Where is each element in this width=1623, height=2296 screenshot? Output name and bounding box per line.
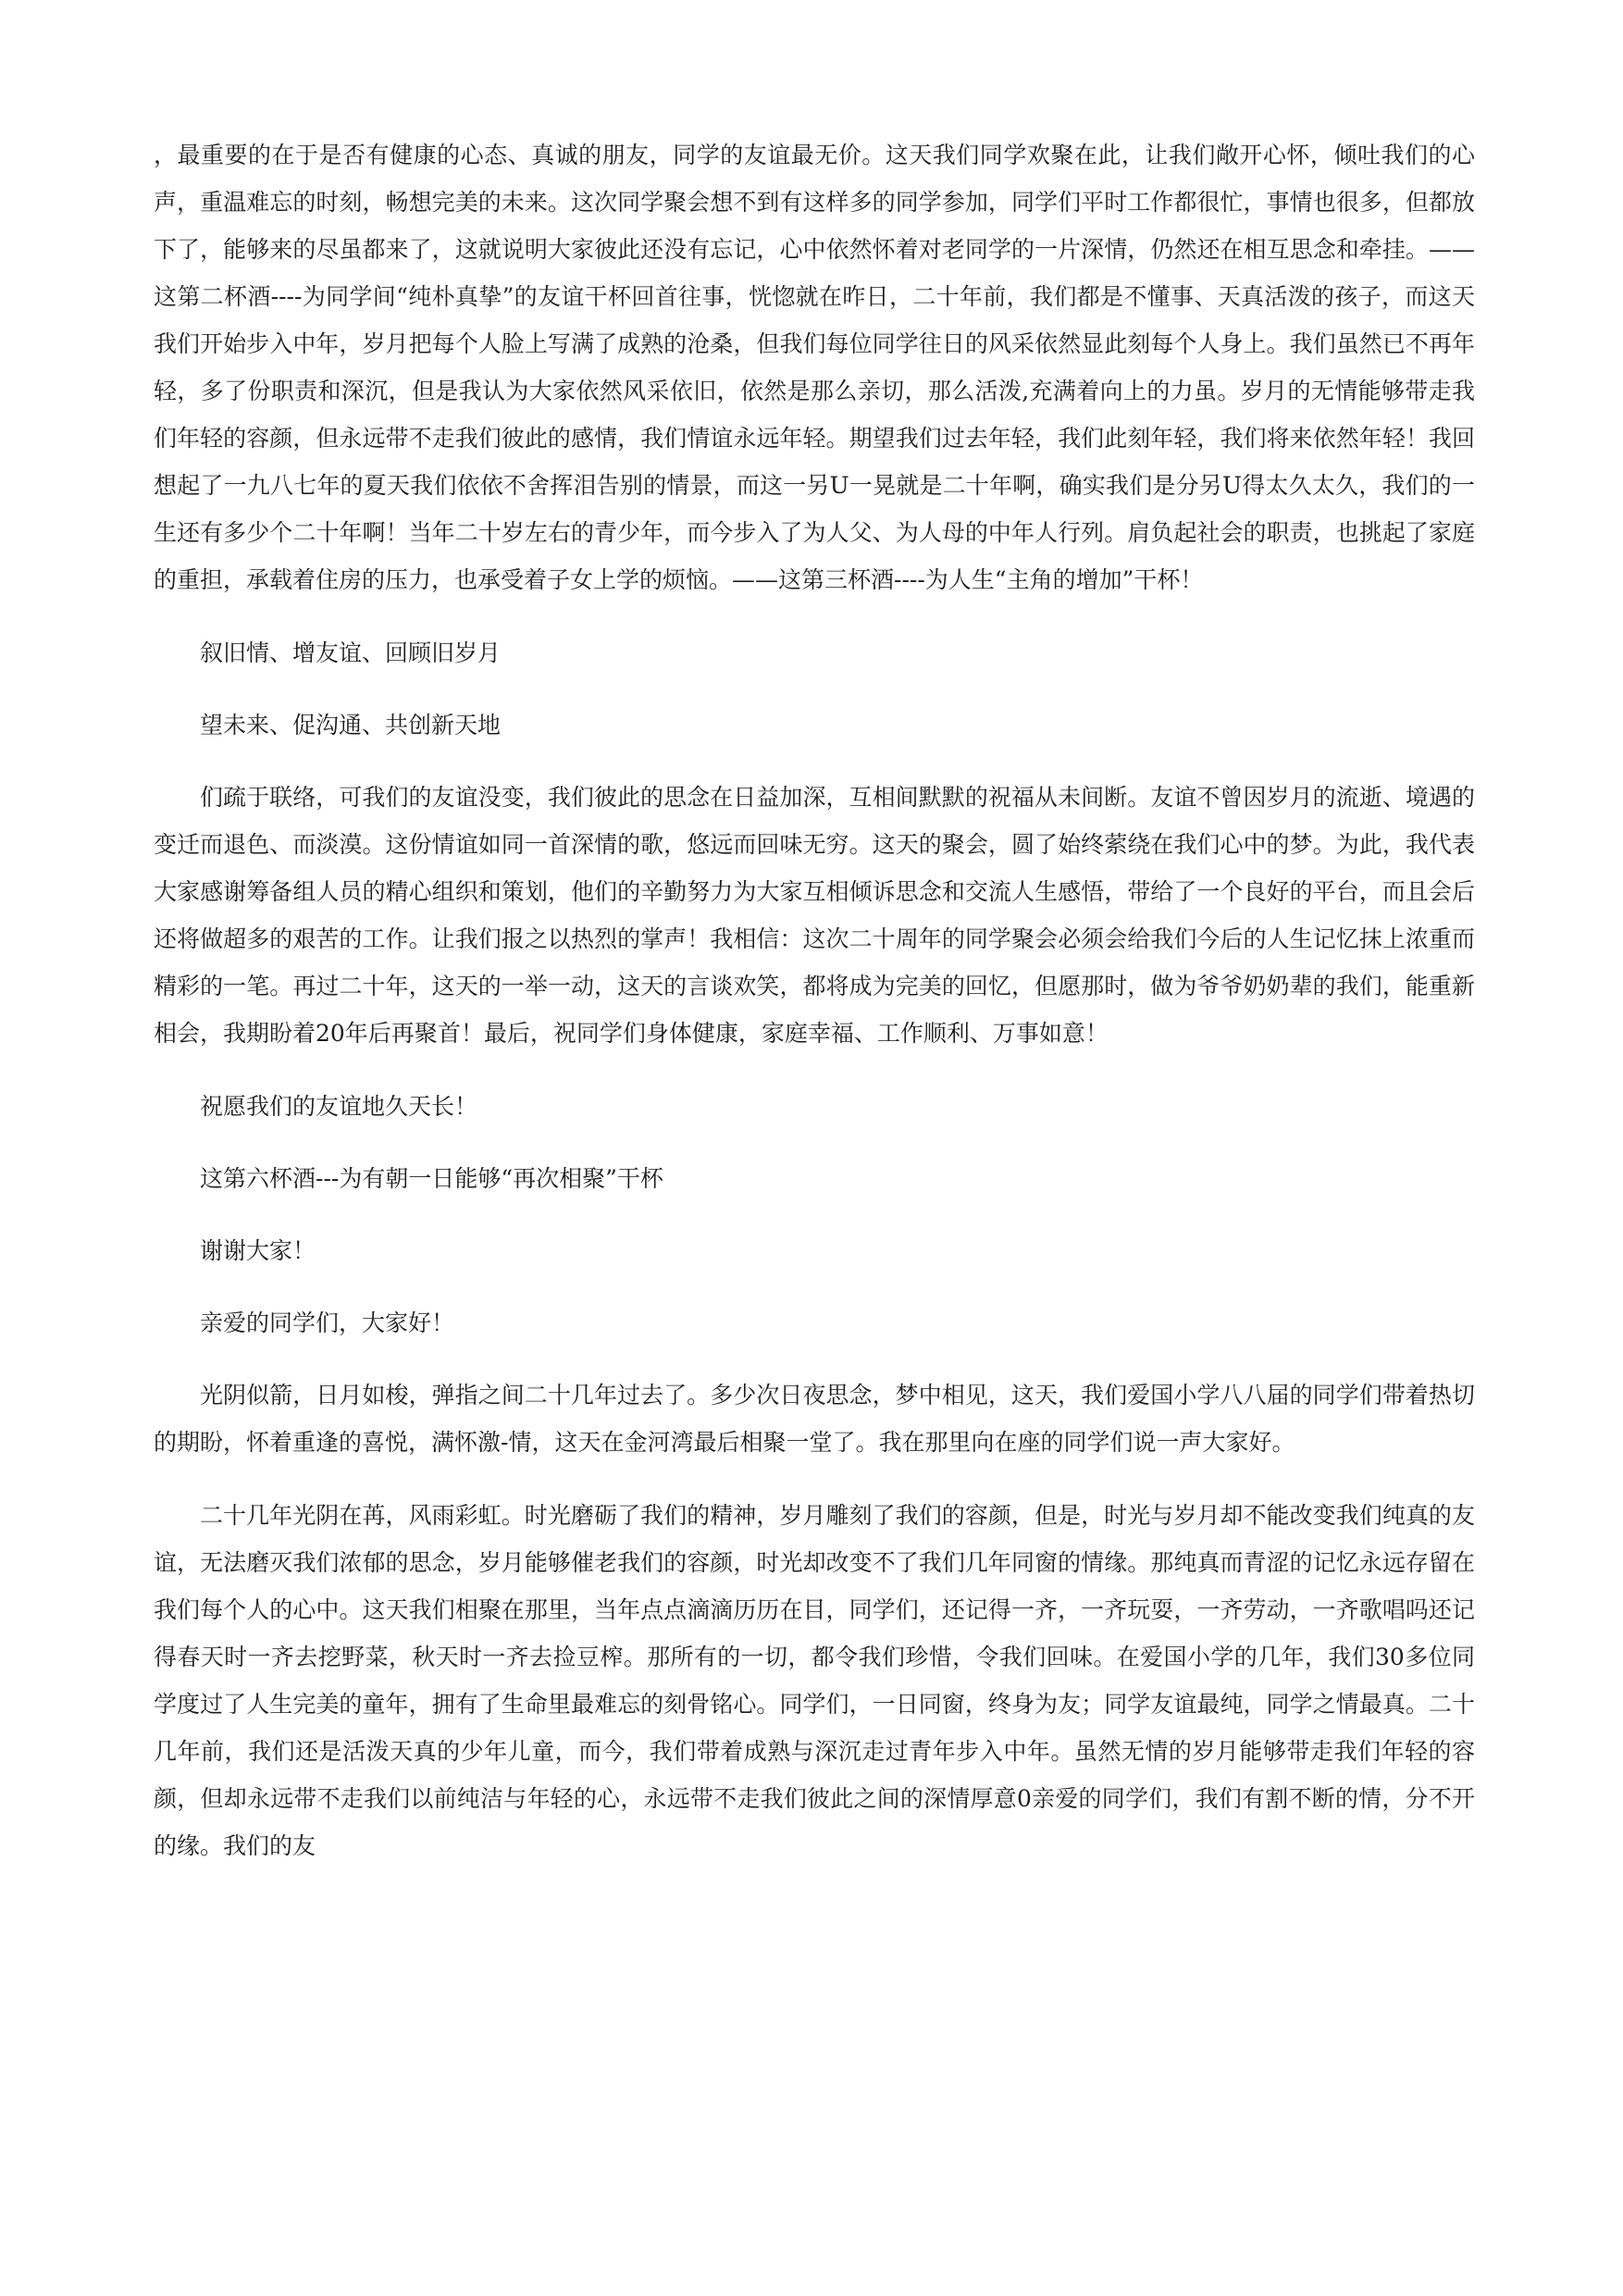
paragraph-greeting: 亲爱的同学们，大家好！: [200, 1309, 455, 1336]
paragraph-time-flies: 光阴似箭，日月如梭，弹指之间二十几年过去了。多少次日夜思念，梦中相见，这天，我们爱国小学八八届的同学们带着热切的期盼，怀着重逢的喜悦，满怀激-情，这天在金河湾最后相聚一堂了。我在那里向在座的同学们说一声大家好。: [154, 1382, 1475, 1456]
paragraph-thanks: 们疏于联络，可我们的友谊没变，我们彼此的思念在日益加深，互相间默默的祝福从未间断。友谊不曾因岁月的流逝、境遇的变迁而退色、而淡漠。这份情谊如同一首深情的歌，悠远而回味无穷。这天的聚会，圆了始终萦绕在我们心中的梦。为此，我代表大家感谢筹备组人员的精心组织和策划，他们的辛勤努力为大家互相倾诉思念和交流人生感悟，带给了一个良好的平台，而且会后还将做超多的艰苦的工作。让我们报之以热烈的掌声！我相信：这次二十周年的同学聚会必须会给我们今后的人生记忆抹上浓重而精彩的一笔。再过二十年，这天的一举一动，这天的言谈欢笑，都将成为完美的回忆，但愿那时，做为爷爷奶奶辈的我们，能重新相会，我期盼着20年后再聚首！最后，祝同学们身体健康，家庭幸福、工作顺利、万事如意！: [154, 784, 1475, 1047]
paragraph-slogan-2: 望未来、促沟通、共创新天地: [200, 712, 502, 738]
paragraph-thank-you: 谢谢大家！: [200, 1237, 316, 1264]
document-body: [154, 131, 1475, 1895]
paragraph-wish: 祝愿我们的友谊地久天长！: [200, 1093, 478, 1120]
paragraph-slogan-1: 叙旧情、增友谊、回顾旧岁月: [200, 639, 502, 666]
paragraph-sixth-toast: 这第六杯酒---为有朝一日能够“再次相聚”干杯: [200, 1165, 663, 1192]
paragraph-toasts: ，最重要的在于是否有健康的心态、真诚的朋友，同学的友谊最无价。这天我们同学欢聚在此，让我们敞开心怀，倾吐我们的心声，重温难忘的时刻，畅想完美的未来。这次同学聚会想不到有这样多的同学参加，同学们平时工作都很忙，事情也很多，但都放下了，能够来的尽虽都来了，这就说明大家彼此还没有忘记，心中依然怀着对老同学的一片深情，仍然还在相互思念和牵挂。——这第二杯酒----为同学间“纯朴真挚”的友谊干杯回首往事，恍惚就在昨日，二十年前，我们都是不懂事、天真活泼的孩子，而这天我们开始步入中年，岁月把每个人脸上写满了成熟的沧桑，但我们每位同学往日的风采依然显此刻每个人身上。我们虽然已不再年轻，多了份职责和深沉，但是我认为大家依然风采依旧，依然是那么亲切，那么活泼,充满着向上的力虽。岁月的无情能够带走我们年轻的容颜，但永远带不走我们彼此的感情，我们情谊永远年轻。期望我们过去年轻，我们此刻年轻，我们将来依然年轻！我回想起了一九八七年的夏天我们依依不舍挥泪告别的情景，而这一另U一晃就是二十年啊，确实我们是分另U得太久太久，我们的一生还有多少个二十年啊！当年二十岁左右的青少年，而今步入了为人父、为人母的中年人行列。肩负起社会的职责，也挑起了家庭的重担，承载着住房的压力，也承受着子女上学的烦恼。——这第三杯酒----为人生“主角的增加”干杯！: [154, 142, 1475, 593]
paragraph-years: 二十几年光阴在苒，风雨彩虹。时光磨砺了我们的精神，岁月雕刻了我们的容颜，但是，时光与岁月却不能改变我们纯真的友谊，无法磨灭我们浓郁的思念，岁月能够催老我们的容颜，时光却改变不了我们几年同窗的情缘。那纯真而青涩的记忆永远存留在我们每个人的心中。这天我们相聚在那里，当年点点滴滴历历在目，同学们，还记得一齐，一齐玩耍，一齐劳动，一齐歌唱吗还记得春天时一齐去挖野菜，秋天时一齐去捡豆榨。那所有的一切，都令我们珍惜，令我们回味。在爱国小学的几年，我们30多位同学度过了人生完美的童年，拥有了生命里最难忘的刻骨铭心。同学们，一日同窗，终身为友；同学友谊最纯，同学之情最真。二十几年前，我们还是活泼天真的少年儿童，而今，我们带着成熟与深沉走过青年步入中年。虽然无情的岁月能够带走我们年轻的容颜，但却永远带不走我们以前纯洁与年轻的心，永远带不走我们彼此之间的深情厚意0亲爱的同学们，我们有割不断的情，分不开的缘。我们的友: [154, 1502, 1475, 1859]
